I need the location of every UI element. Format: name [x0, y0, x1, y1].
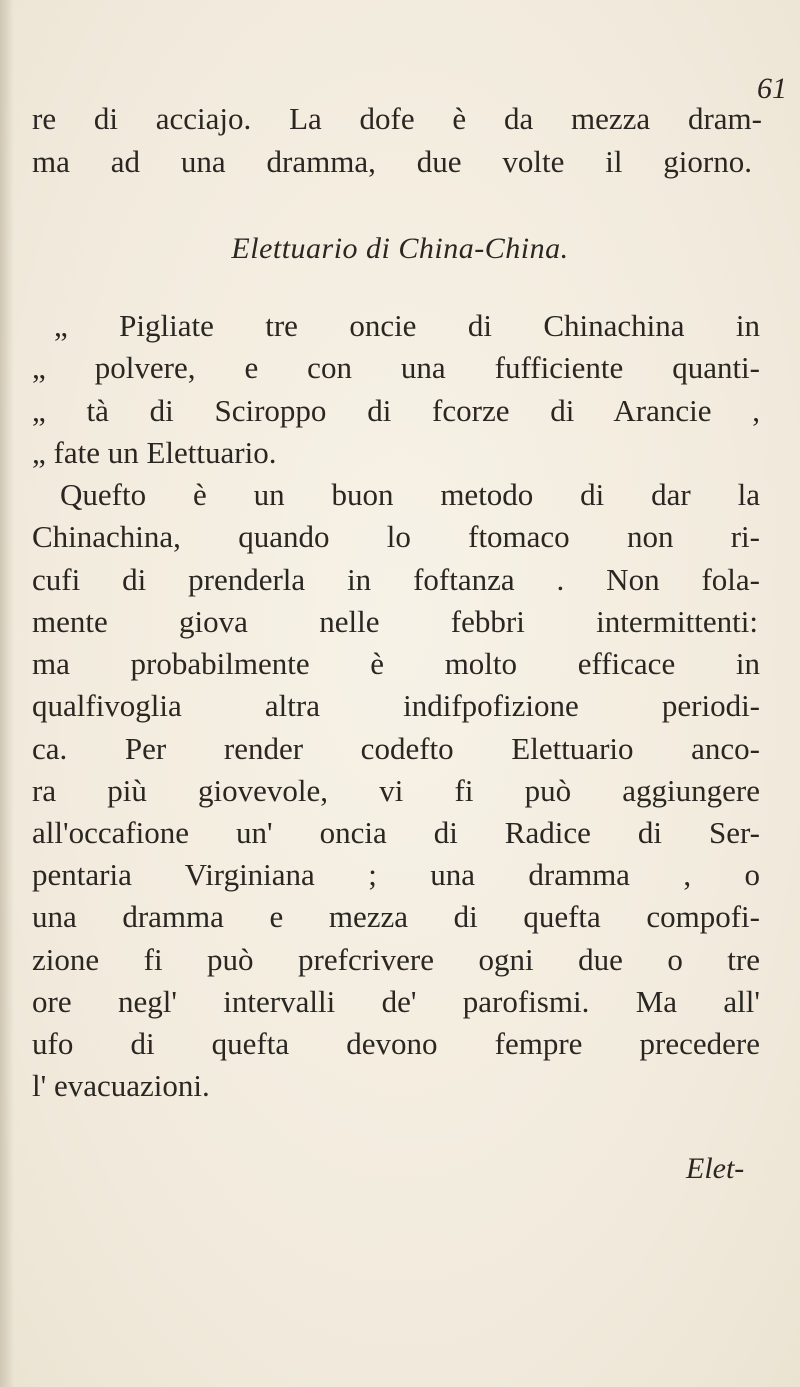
text-line: ca. Per render codefto Elettuario anco- [32, 731, 760, 766]
text-line: qualfivoglia altra indifpofizione periodi- [32, 688, 760, 723]
text-line: mente giova nelle febbri intermittenti: [32, 604, 758, 639]
text-line: all'occafione un' oncia di Radice di Ser- [32, 815, 760, 850]
text-line: ore negl' intervalli de' parofismi. Ma all' [32, 984, 760, 1019]
text-line: zione fi può prefcrivere ogni due o tre [32, 942, 760, 977]
page-number: 61 [757, 72, 787, 105]
text-line: ra più giovevole, vi fi può aggiungere [32, 773, 760, 808]
text-line: ma probabilmente è molto efficace in [32, 646, 760, 681]
text-line: Chinachina, quando lo ftomaco non ri- [32, 519, 760, 554]
text-line: pentaria Virginiana ; una dramma , o [32, 857, 760, 892]
section-heading: Elettuario di China-China. [231, 232, 569, 265]
text-line: „ Pigliate tre oncie di Chinachina in [54, 308, 760, 343]
text-line: ma ad una dramma, due volte il giorno. [32, 144, 752, 179]
text-line: Quefto è un buon metodo di dar la [60, 477, 760, 512]
text-line: „ fate un Elettuario. [32, 435, 277, 470]
text-line: una dramma e mezza di quefta compofi- [32, 899, 760, 934]
text-line: l' evacuazioni. [32, 1068, 210, 1103]
spine-shadow [0, 0, 14, 1387]
text-line: ufo di quefta devono fempre precedere [32, 1026, 760, 1061]
text-line: re di acciajo. La dofe è da mezza dram- [32, 101, 762, 136]
catchword: Elet- [686, 1152, 745, 1185]
text-line: „ tà di Sciroppo di fcorze di Arancie , [32, 393, 760, 428]
text-line: cufi di prenderla in foftanza . Non fola- [32, 562, 760, 597]
text-line: „ polvere, e con una fufficiente quanti- [32, 350, 760, 385]
